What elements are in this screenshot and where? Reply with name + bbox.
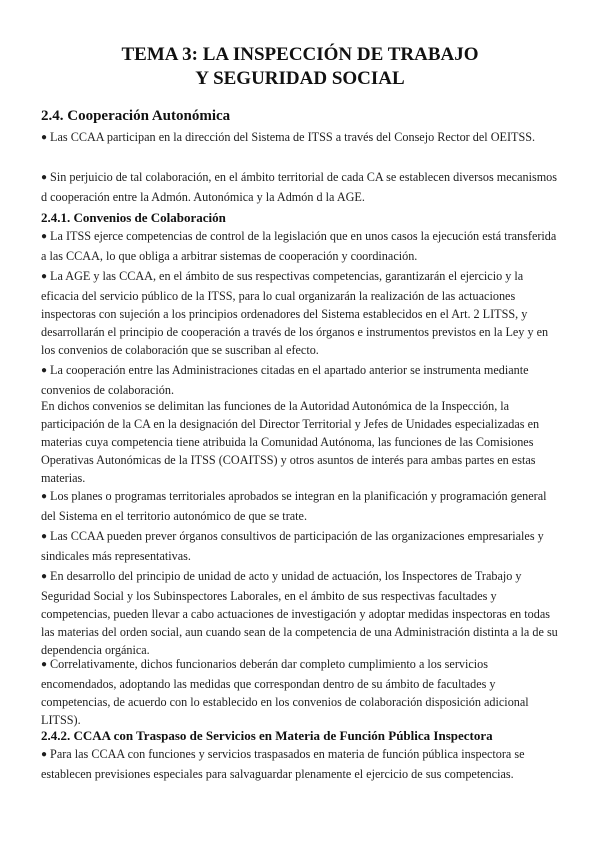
paragraph	[41, 361, 563, 399]
bullet-icon: ●	[41, 365, 48, 376]
title-line-2: Y SEGURIDAD SOCIAL	[195, 68, 405, 89]
bullet-icon: ●	[41, 491, 48, 502]
section-2-4-2-heading: 2.4.2. CCAA con Traspaso de Servicios en Materia de Función Pública Inspectora	[41, 728, 493, 743]
paragraph	[41, 128, 563, 148]
title-line-1: TEMA 3: LA INSPECCIÓN DE TRABAJO	[121, 44, 479, 65]
bullet-icon: ●	[41, 271, 48, 282]
paragraph-text: La cooperación entre las Administraciones citadas en el apartado anterior se instrumenta mediante convenios de colaboración.	[41, 363, 529, 397]
paragraph	[41, 567, 563, 659]
paragraph-text: Las CCAA participan en la dirección del Sistema de ITSS a través del Consejo Rector del OEITSS.	[50, 130, 536, 144]
section-2-4-heading: 2.4. Cooperación Autonómica	[41, 108, 231, 124]
bullet-icon: ●	[41, 132, 48, 143]
bullet-icon: ●	[41, 172, 48, 183]
paragraph-text: La AGE y las CCAA, en el ámbito de sus respectivas competencias, garantizarán el ejercicio y la eficacia del servicio público de la ITSS, para lo cual organizarán la realización de las actuaciones inspectoras con sujeción a los principios ordenadores del Sistema establecidos en el Art. 2 LITSS, y desarrollarán el principio de cooperación a través de los órganos e instrumentos previstos en la Ley y en los convenios de colaboración que se suscriban al efecto.	[41, 269, 549, 357]
paragraph-text: En desarrollo del principio de unidad de acto y unidad de actuación, los Inspectores de Trabajo y Seguridad Social y los Subinspectores Laborales, en el ámbito de sus respectivas facultades y competencias, pueden llevar a cabo actuaciones de investigación y adoptar medidas inspectoras en todas las materias del orden social, aun cuando sean de la competencia de una Administración distinta a la de su dependencia orgánica.	[41, 569, 558, 657]
paragraph-text: Para las CCAA con funciones y servicios traspasados en materia de función pública inspectora se establecen previsiones especiales para salvaguardar plenamente el ejercicio de sus competencias.	[41, 747, 525, 781]
bullet-icon: ●	[41, 571, 48, 582]
paragraph	[41, 487, 563, 525]
paragraph	[41, 745, 563, 783]
paragraph-text: Correlativamente, dichos funcionarios deberán dar completo cumplimiento a los servicios encomendados, adoptando las medidas que correspondan dentro de su ámbito de facultades y competencias, de acuerdo con lo establecido en los convenios de colaboración disposición adicional LITSS).	[41, 657, 529, 727]
paragraph	[41, 227, 563, 265]
paragraph	[41, 527, 563, 565]
paragraph-text: La ITSS ejerce competencias de control de la legislación que en unos casos la ejecución está transferida a las CCAA, lo que obliga a arbitrar sistemas de cooperación y coordinación.	[41, 229, 557, 263]
paragraph	[41, 267, 563, 359]
paragraph-text: Las CCAA pueden prever órganos consultivos de participación de las organizaciones empresariales y sindicales más representativas.	[41, 529, 544, 563]
paragraph-text: Los planes o programas territoriales aprobados se integran en la planificación y programación general del Sistema en el territorio autonómico de que se trate.	[41, 489, 547, 523]
bullet-icon: ●	[41, 659, 48, 670]
bullet-icon: ●	[41, 231, 48, 242]
paragraph	[41, 168, 563, 206]
section-2-4-1-heading: 2.4.1. Convenios de Colaboración	[41, 210, 226, 225]
bullet-icon: ●	[41, 749, 48, 760]
paragraph	[41, 655, 563, 729]
paragraph: En dichos convenios se delimitan las funciones de la Autoridad Autonómica de la Inspección, la participación de la CA en la designación del Director Territorial y Jefes de Unidades especializadas en materias cuya competencia tiene atribuida la Comunidad Autónoma, las funciones de las Comisiones Operativas Autonómicas de la ITSS (COAITSS) y otros asuntos de interés para ambas partes en estas materias.	[41, 399, 540, 485]
bullet-icon: ●	[41, 531, 48, 542]
paragraph-text: Sin perjuicio de tal colaboración, en el ámbito territorial de cada CA se establecen diversos mecanismos d cooperación entre la Admón. Autonómica y la Admón d la AGE.	[41, 170, 558, 204]
